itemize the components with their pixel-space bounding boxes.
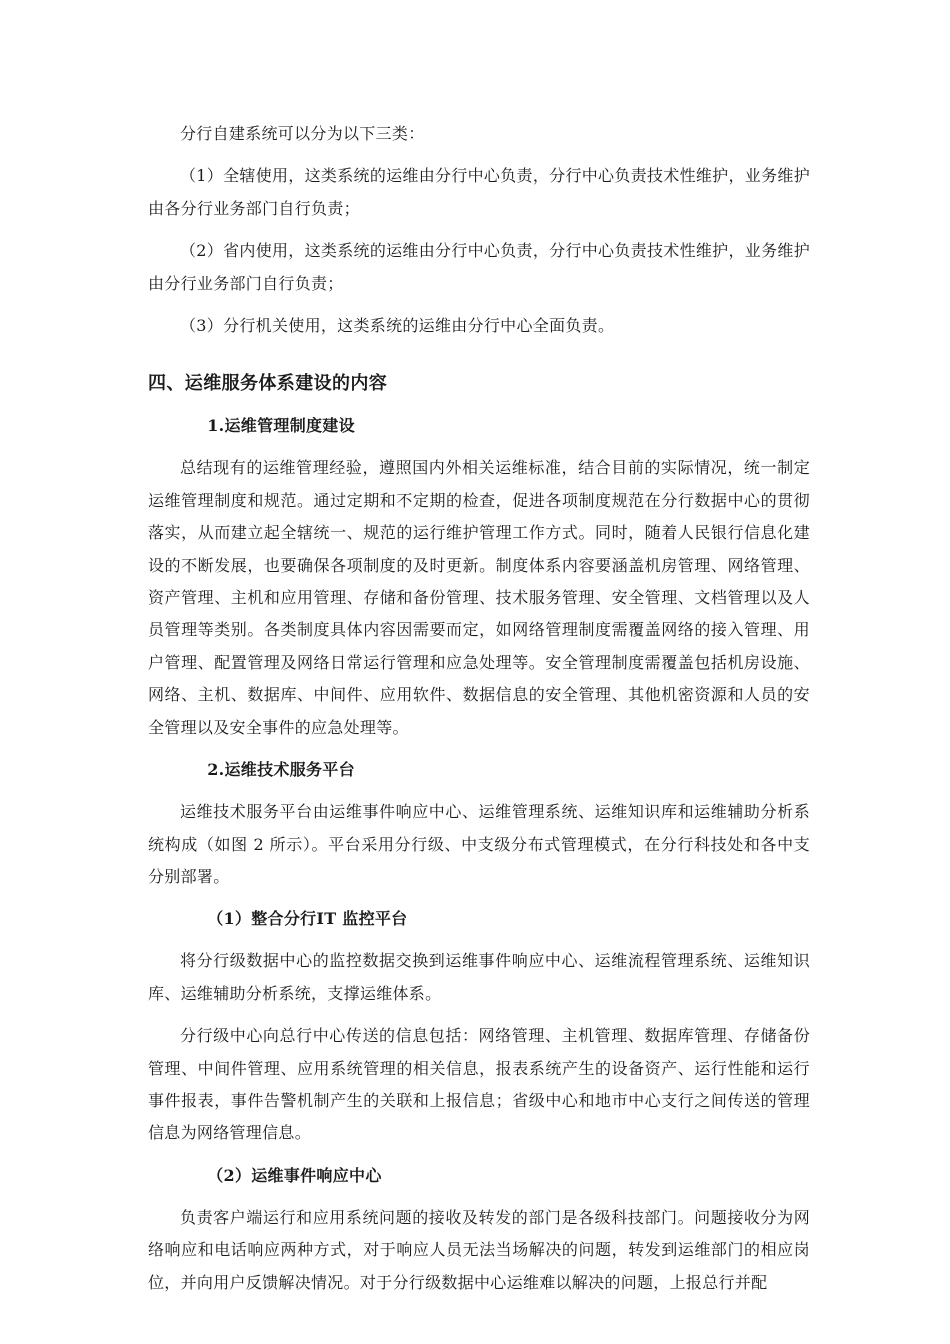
subsection-body-2-1b: 分行级中心向总行中心传送的信息包括：网络管理、主机管理、数据库管理、存储备份管理、中间件管理、应用系统管理的相关信息，报表系统产生的设备资产、运行性能和运行事件报表，事件告警机制产生的关联和上报信息；省级中心和地市中心支行之间传送的管理信息为网络管理信息。 [148, 1026, 810, 1143]
subsection-body-2-1a: 将分行级数据中心的监控数据交换到运维事件响应中心、运维流程管理系统、运维知识库、运维辅助分析系统，支撑运维体系。 [148, 951, 810, 1003]
document-body [148, 118, 810, 1299]
subsection-body-1: 总结现有的运维管理经验，遵照国内外相关运维标准，结合目前的实际情况，统一制定运维管理制度和规范。通过定期和不定期的检查，促进各项制度规范在分行数据中心的贯彻落实，从而建立起全辖统一、规范的运行维护管理工作方式。同时，随着人民银行信息化建设的不断发展，也要确保各项制度的及时更新。制度体系内容要涵盖机房管理、网络管理、资产管理、主机和应用管理、存储和备份管理、技术服务管理、安全管理、文档管理以及人员管理等类别。各类制度具体内容因需要而定，如网络管理制度需覆盖网络的接入管理、用户管理、配置管理及网络日常运行管理和应急处理等。安全管理制度需覆盖包括机房设施、网络、主机、数据库、中间件、应用软件、数据信息的安全管理、其他机密资源和人员的安全管理以及安全事件的应急处理等。 [148, 458, 810, 737]
subsection-body-2: 运维技术服务平台由运维事件响应中心、运维管理系统、运维知识库和运维辅助分析系统构成（如图 2 所示）。平台采用分行级、中支级分布式管理模式，在分行科技处和各中支分别部署。 [148, 802, 810, 886]
list-item-3: （3）分行机关使用，这类系统的运维由分行中心全面负责。 [180, 316, 615, 336]
subsection-body-2-2: 负责客户端运行和应用系统问题的接收及转发的部门是各级科技部门。问题接收分为网络响应和电话响应两种方式，对于响应人员无法当场解决的问题，转发到运维部门的相应岗位，并向用户反馈解决情况。对于分行级数据中心运维难以解决的问题，上报总行并配 [148, 1207, 810, 1292]
subsection-title-2: 2.运维技术服务平台 [207, 760, 355, 780]
subsection-title-2-1: （1）整合分行IT 监控平台 [207, 909, 408, 929]
subsection-title-1: 1.运维管理制度建设 [207, 416, 355, 436]
list-item-1: （1）全辖使用，这类系统的运维由分行中心负责，分行中心负责技术性维护，业务维护由各分行业务部门自行负责； [148, 166, 810, 218]
subsection-title-2-2: （2）运维事件响应中心 [207, 1165, 382, 1185]
section-heading: 四、运维服务体系建设的内容 [148, 373, 388, 395]
intro-paragraph: 分行自建系统可以分为以下三类： [180, 124, 425, 143]
list-item-2: （2）省内使用，这类系统的运维由分行中心负责，分行中心负责技术性维护，业务维护由分行业务部门自行负责； [148, 241, 810, 293]
